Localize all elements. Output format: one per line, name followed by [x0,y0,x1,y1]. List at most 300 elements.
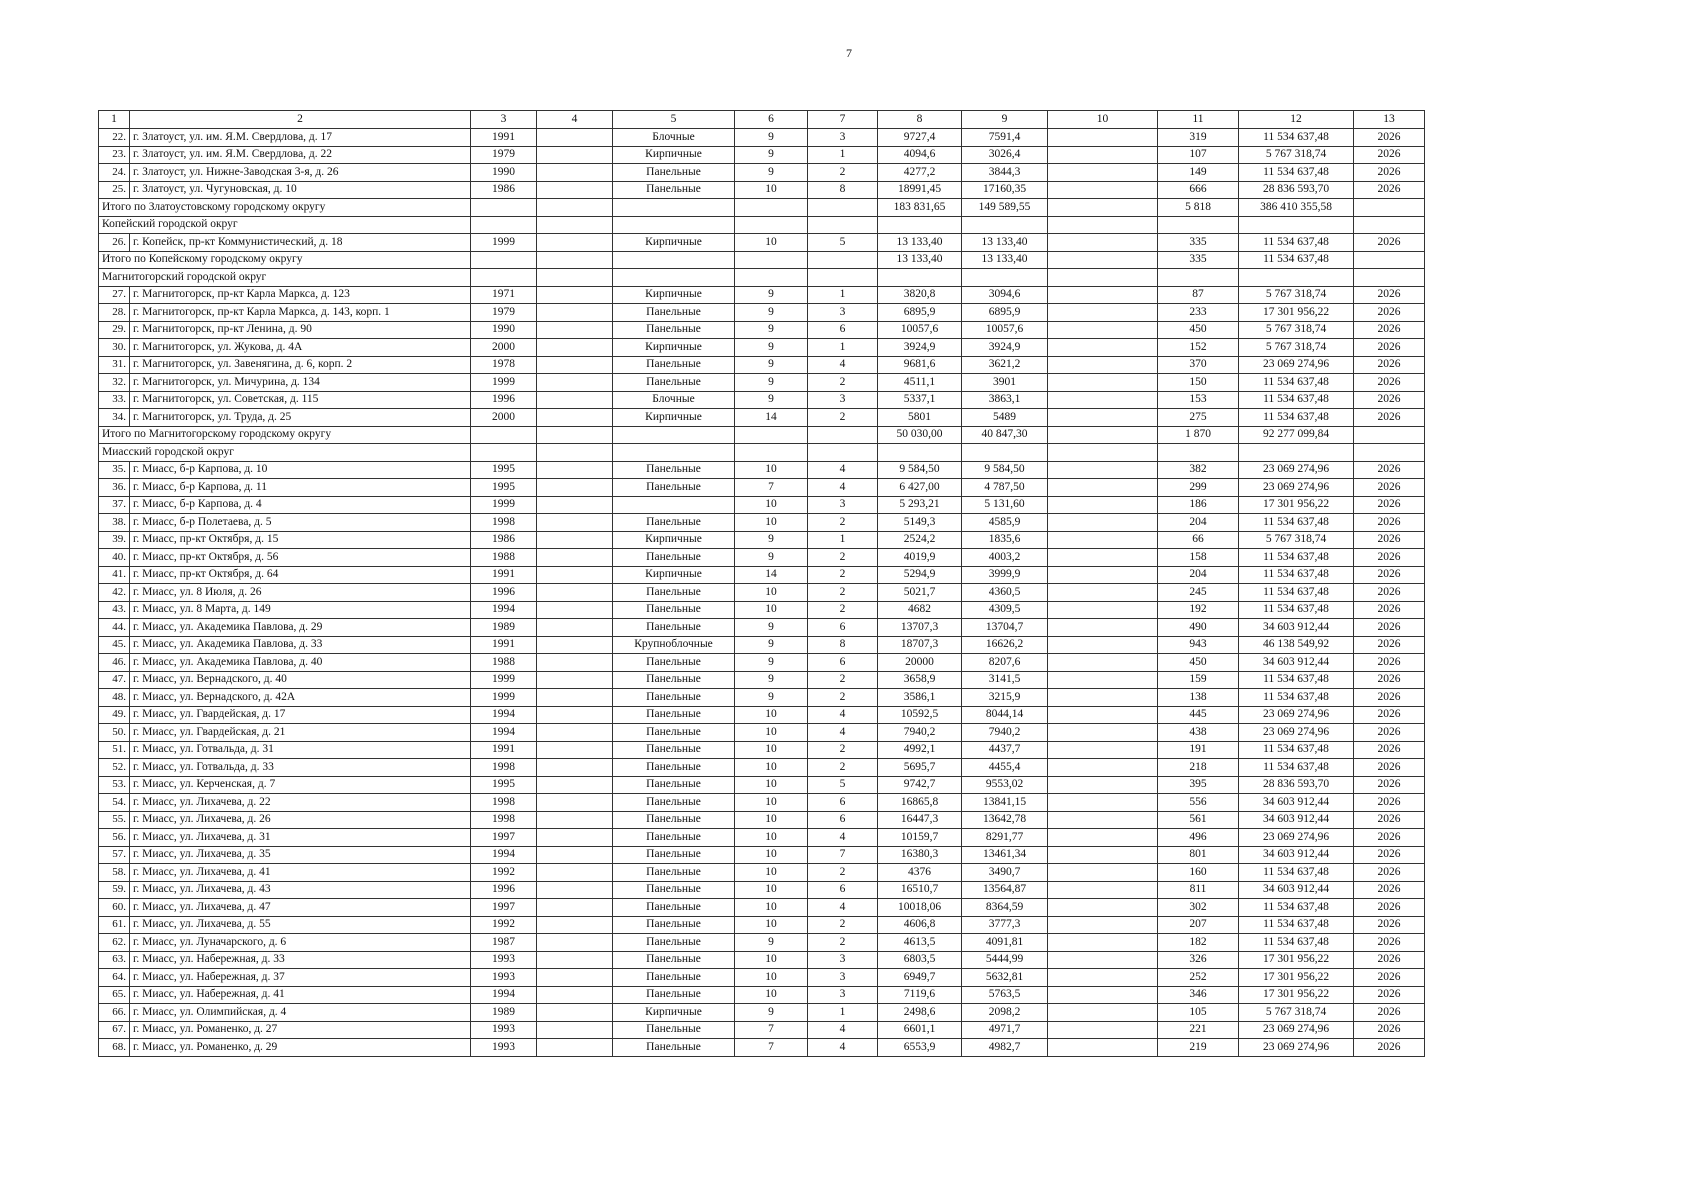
build-year-cell: 1998 [471,759,537,777]
row-number-cell: 37. [99,496,130,514]
row-number-cell: 23. [99,146,130,164]
column-number-header: 11 [1158,111,1239,129]
build-year-cell: 1991 [471,636,537,654]
empty-cell [1158,216,1239,234]
residents-cell: 105 [1158,1004,1239,1022]
cost-cell: 11 534 637,48 [1239,251,1354,269]
total-area-cell: 3658,9 [878,671,962,689]
floors-cell: 10 [735,881,808,899]
table-row [99,234,1425,252]
address-cell: г. Миасс, ул. Академика Павлова, д. 33 [130,636,471,654]
total-area-cell: 9681,6 [878,356,962,374]
column-4-cell [537,479,613,497]
entrances-cell: 8 [808,636,878,654]
entrances-cell: 3 [808,391,878,409]
residents-cell: 192 [1158,601,1239,619]
address-cell: г. Магнитогорск, пр-кт Карла Маркса, д. 123 [130,286,471,304]
empty-cell [808,269,878,287]
wall-material-cell: Панельные [613,741,735,759]
district-header-row [99,269,1425,287]
wall-material-cell: Панельные [613,671,735,689]
total-area-cell: 16510,7 [878,881,962,899]
address-cell: г. Миасс, ул. Набережная, д. 33 [130,951,471,969]
column-10-cell [1048,636,1158,654]
address-cell: г. Миасс, ул. Луначарского, д. 6 [130,934,471,952]
entrances-cell: 4 [808,899,878,917]
build-year-cell: 1994 [471,986,537,1004]
address-cell: г. Копейск, пр-кт Коммунистический, д. 18 [130,234,471,252]
row-number-cell: 67. [99,1021,130,1039]
total-area-cell: 10057,6 [878,321,962,339]
living-area-cell: 3621,2 [962,356,1048,374]
total-area-cell: 3586,1 [878,689,962,707]
column-10-cell [1048,1021,1158,1039]
total-area-cell: 4019,9 [878,549,962,567]
living-area-cell: 4309,5 [962,601,1048,619]
empty-cell [1048,251,1158,269]
column-10-cell [1048,986,1158,1004]
total-area-cell: 9 584,50 [878,461,962,479]
empty-cell [878,269,962,287]
build-year-cell: 1999 [471,374,537,392]
empty-cell [808,426,878,444]
entrances-cell: 2 [808,741,878,759]
wall-material-cell: Панельные [613,181,735,199]
build-year-cell: 1979 [471,146,537,164]
residents-cell: 160 [1158,864,1239,882]
cost-cell: 11 534 637,48 [1239,164,1354,182]
row-number-cell: 39. [99,531,130,549]
empty-cell [537,216,613,234]
address-cell: г. Миасс, пр-кт Октября, д. 64 [130,566,471,584]
table-row [99,391,1425,409]
empty-cell [613,199,735,217]
plan-year-cell: 2026 [1354,321,1425,339]
column-4-cell [537,916,613,934]
build-year-cell: 2000 [471,339,537,357]
wall-material-cell: Панельные [613,479,735,497]
row-number-cell: 66. [99,1004,130,1022]
build-year-cell: 1998 [471,811,537,829]
total-area-cell: 16447,3 [878,811,962,829]
table-row [99,356,1425,374]
cost-cell: 5 767 318,74 [1239,146,1354,164]
empty-cell [878,216,962,234]
build-year-cell: 1989 [471,1004,537,1022]
table-row [99,321,1425,339]
build-year-cell: 1995 [471,479,537,497]
address-cell: г. Миасс, ул. 8 Марта, д. 149 [130,601,471,619]
total-area-cell: 10159,7 [878,829,962,847]
column-number-header: 2 [130,111,471,129]
column-4-cell [537,566,613,584]
floors-cell: 10 [735,741,808,759]
build-year-cell: 2000 [471,409,537,427]
column-4-cell [537,759,613,777]
build-year-cell: 1997 [471,899,537,917]
living-area-cell: 4455,4 [962,759,1048,777]
plan-year-cell: 2026 [1354,461,1425,479]
plan-year-cell: 2026 [1354,339,1425,357]
row-number-cell: 35. [99,461,130,479]
address-cell: г. Миасс, ул. Вернадского, д. 42А [130,689,471,707]
row-number-cell: 55. [99,811,130,829]
build-year-cell: 1992 [471,864,537,882]
total-area-cell: 4682 [878,601,962,619]
build-year-cell: 1993 [471,951,537,969]
address-cell: г. Златоуст, ул. им. Я.М. Свердлова, д. 17 [130,129,471,147]
build-year-cell: 1995 [471,461,537,479]
cost-cell: 11 534 637,48 [1239,671,1354,689]
build-year-cell: 1990 [471,321,537,339]
cost-cell: 92 277 099,84 [1239,426,1354,444]
residents-cell: 5 818 [1158,199,1239,217]
build-year-cell: 1978 [471,356,537,374]
row-number-cell: 61. [99,916,130,934]
row-number-cell: 56. [99,829,130,847]
entrances-cell: 3 [808,496,878,514]
district-total-label: Итого по Златоустовскому городскому округу [99,199,471,217]
empty-cell [1354,216,1425,234]
row-number-cell: 49. [99,706,130,724]
floors-cell: 10 [735,916,808,934]
empty-cell [537,426,613,444]
total-area-cell: 4511,1 [878,374,962,392]
column-4-cell [537,514,613,532]
table-row [99,1004,1425,1022]
wall-material-cell: Панельные [613,461,735,479]
build-year-cell: 1999 [471,234,537,252]
column-4-cell [537,671,613,689]
residents-cell: 207 [1158,916,1239,934]
row-number-cell: 63. [99,951,130,969]
total-area-cell: 18991,45 [878,181,962,199]
total-area-cell: 6553,9 [878,1039,962,1057]
build-year-cell: 1986 [471,531,537,549]
living-area-cell: 3094,6 [962,286,1048,304]
empty-cell [1048,269,1158,287]
column-4-cell [537,864,613,882]
address-cell: г. Миасс, б-р Карпова, д. 4 [130,496,471,514]
total-area-cell: 10018,06 [878,899,962,917]
column-4-cell [537,374,613,392]
residents-cell: 445 [1158,706,1239,724]
column-10-cell [1048,1039,1158,1057]
plan-year-cell: 2026 [1354,951,1425,969]
entrances-cell: 5 [808,776,878,794]
column-4-cell [537,531,613,549]
residents-cell: 182 [1158,934,1239,952]
living-area-cell: 40 847,30 [962,426,1048,444]
wall-material-cell: Панельные [613,601,735,619]
entrances-cell: 2 [808,934,878,952]
table-row [99,601,1425,619]
cost-cell: 23 069 274,96 [1239,1039,1354,1057]
column-10-cell [1048,689,1158,707]
table-row [99,304,1425,322]
district-name: Миасский городской округ [99,444,471,462]
address-cell: г. Миасс, ул. Лихачева, д. 22 [130,794,471,812]
column-10-cell [1048,654,1158,672]
address-cell: г. Миасс, ул. Готвальда, д. 31 [130,741,471,759]
build-year-cell: 1989 [471,619,537,637]
residents-cell: 1 870 [1158,426,1239,444]
wall-material-cell: Панельные [613,706,735,724]
wall-material-cell: Панельные [613,794,735,812]
column-10-cell [1048,129,1158,147]
address-cell: г. Миасс, ул. Олимпийская, д. 4 [130,1004,471,1022]
address-cell: г. Миасс, ул. Лихачева, д. 41 [130,864,471,882]
floors-cell: 10 [735,496,808,514]
row-number-cell: 34. [99,409,130,427]
column-4-cell [537,969,613,987]
floors-cell: 10 [735,181,808,199]
address-cell: г. Миасс, ул. Романенко, д. 29 [130,1039,471,1057]
address-cell: г. Миасс, ул. Романенко, д. 27 [130,1021,471,1039]
build-year-cell: 1994 [471,724,537,742]
living-area-cell: 16626,2 [962,636,1048,654]
residents-cell: 326 [1158,951,1239,969]
empty-cell [735,444,808,462]
column-10-cell [1048,531,1158,549]
page-number: 7 [846,46,852,60]
table-row [99,584,1425,602]
column-4-cell [537,129,613,147]
entrances-cell: 4 [808,1039,878,1057]
living-area-cell: 3141,5 [962,671,1048,689]
address-cell: г. Миасс, ул. Гвардейская, д. 21 [130,724,471,742]
residents-cell: 666 [1158,181,1239,199]
table-body [99,111,1425,1057]
address-cell: г. Миасс, б-р Полетаева, д. 5 [130,514,471,532]
cost-cell: 5 767 318,74 [1239,286,1354,304]
row-number-cell: 60. [99,899,130,917]
address-cell: г. Магнитогорск, ул. Жукова, д. 4А [130,339,471,357]
address-cell: г. Миасс, ул. Гвардейская, д. 17 [130,706,471,724]
residents-cell: 159 [1158,671,1239,689]
cost-cell: 23 069 274,96 [1239,706,1354,724]
column-10-cell [1048,479,1158,497]
floors-cell: 10 [735,951,808,969]
entrances-cell: 6 [808,619,878,637]
empty-cell [808,251,878,269]
plan-year-cell: 2026 [1354,584,1425,602]
entrances-cell: 1 [808,339,878,357]
row-number-cell: 24. [99,164,130,182]
living-area-cell: 13564,87 [962,881,1048,899]
row-number-cell: 38. [99,514,130,532]
cost-cell: 11 534 637,48 [1239,584,1354,602]
plan-year-cell: 2026 [1354,811,1425,829]
empty-cell [735,426,808,444]
entrances-cell: 4 [808,461,878,479]
residents-cell: 496 [1158,829,1239,847]
plan-year-cell: 2026 [1354,146,1425,164]
entrances-cell: 1 [808,286,878,304]
living-area-cell: 13642,78 [962,811,1048,829]
entrances-cell: 7 [808,846,878,864]
column-4-cell [537,286,613,304]
column-10-cell [1048,584,1158,602]
total-area-cell: 7119,6 [878,986,962,1004]
column-number-header: 8 [878,111,962,129]
plan-year-cell: 2026 [1354,374,1425,392]
table-row [99,286,1425,304]
address-cell: г. Магнитогорск, ул. Мичурина, д. 134 [130,374,471,392]
residents-cell: 245 [1158,584,1239,602]
wall-material-cell: Панельные [613,951,735,969]
wall-material-cell: Панельные [613,1039,735,1057]
residents-cell: 158 [1158,549,1239,567]
plan-year-cell: 2026 [1354,671,1425,689]
build-year-cell: 1996 [471,881,537,899]
plan-year-cell: 2026 [1354,741,1425,759]
residents-cell: 395 [1158,776,1239,794]
cost-cell: 11 534 637,48 [1239,864,1354,882]
column-10-cell [1048,601,1158,619]
cost-cell: 17 301 956,22 [1239,951,1354,969]
floors-cell: 10 [735,706,808,724]
plan-year-cell: 2026 [1354,846,1425,864]
column-number-header: 12 [1239,111,1354,129]
total-area-cell: 6 427,00 [878,479,962,497]
plan-year-cell: 2026 [1354,514,1425,532]
residents-cell: 150 [1158,374,1239,392]
wall-material-cell: Кирпичные [613,531,735,549]
residents-cell: 302 [1158,899,1239,917]
residents-cell: 66 [1158,531,1239,549]
column-4-cell [537,654,613,672]
floors-cell: 9 [735,129,808,147]
residents-cell: 152 [1158,339,1239,357]
residents-cell: 233 [1158,304,1239,322]
empty-cell [735,269,808,287]
housing-registry-table [98,110,1425,1057]
cost-cell: 23 069 274,96 [1239,1021,1354,1039]
floors-cell: 9 [735,164,808,182]
column-10-cell [1048,724,1158,742]
plan-year-cell: 2026 [1354,479,1425,497]
total-area-cell: 13707,3 [878,619,962,637]
column-4-cell [537,321,613,339]
entrances-cell: 2 [808,374,878,392]
cost-cell: 34 603 912,44 [1239,654,1354,672]
living-area-cell: 5444,99 [962,951,1048,969]
district-name: Магнитогорский городской округ [99,269,471,287]
empty-cell [1354,444,1425,462]
empty-cell [962,444,1048,462]
floors-cell: 10 [735,899,808,917]
cost-cell: 11 534 637,48 [1239,234,1354,252]
table-row [99,1021,1425,1039]
address-cell: г. Миасс, ул. Лихачева, д. 31 [130,829,471,847]
floors-cell: 10 [735,986,808,1004]
plan-year-cell: 2026 [1354,164,1425,182]
row-number-cell: 27. [99,286,130,304]
column-4-cell [537,776,613,794]
wall-material-cell: Панельные [613,356,735,374]
living-area-cell: 149 589,55 [962,199,1048,217]
plan-year-cell: 2026 [1354,794,1425,812]
total-area-cell: 4992,1 [878,741,962,759]
total-area-cell: 4094,6 [878,146,962,164]
build-year-cell: 1990 [471,164,537,182]
row-number-cell: 48. [99,689,130,707]
table-row [99,181,1425,199]
living-area-cell: 4360,5 [962,584,1048,602]
floors-cell: 9 [735,689,808,707]
plan-year-cell: 2026 [1354,829,1425,847]
wall-material-cell: Кирпичные [613,146,735,164]
floors-cell: 10 [735,829,808,847]
entrances-cell: 2 [808,601,878,619]
address-cell: г. Златоуст, ул. Чугуновская, д. 10 [130,181,471,199]
entrances-cell: 2 [808,759,878,777]
total-area-cell: 5149,3 [878,514,962,532]
empty-cell [962,269,1048,287]
table-row [99,339,1425,357]
entrances-cell: 2 [808,549,878,567]
residents-cell: 218 [1158,759,1239,777]
wall-material-cell: Панельные [613,164,735,182]
table-row [99,776,1425,794]
living-area-cell: 3863,1 [962,391,1048,409]
total-area-cell: 2498,6 [878,1004,962,1022]
table-row [99,934,1425,952]
empty-cell [471,199,537,217]
column-4-cell [537,881,613,899]
row-number-cell: 33. [99,391,130,409]
cost-cell: 11 534 637,48 [1239,741,1354,759]
column-4-cell [537,391,613,409]
empty-cell [1158,444,1239,462]
living-area-cell: 8207,6 [962,654,1048,672]
table-row [99,689,1425,707]
column-10-cell [1048,566,1158,584]
floors-cell: 10 [735,864,808,882]
column-10-cell [1048,846,1158,864]
row-number-cell: 47. [99,671,130,689]
empty-cell [537,251,613,269]
total-area-cell: 5695,7 [878,759,962,777]
plan-year-cell: 2026 [1354,654,1425,672]
cost-cell: 34 603 912,44 [1239,811,1354,829]
wall-material-cell: Панельные [613,986,735,1004]
column-number-header: 3 [471,111,537,129]
address-cell: г. Миасс, ул. Академика Павлова, д. 40 [130,654,471,672]
entrances-cell: 4 [808,829,878,847]
living-area-cell: 9553,02 [962,776,1048,794]
floors-cell: 10 [735,759,808,777]
cost-cell: 17 301 956,22 [1239,304,1354,322]
table-row [99,671,1425,689]
build-year-cell: 1998 [471,794,537,812]
row-number-cell: 68. [99,1039,130,1057]
total-area-cell: 9742,7 [878,776,962,794]
floors-cell: 10 [735,794,808,812]
address-cell: г. Миасс, ул. Лихачева, д. 55 [130,916,471,934]
floors-cell: 9 [735,304,808,322]
floors-cell: 10 [735,776,808,794]
plan-year-cell: 2026 [1354,969,1425,987]
total-area-cell: 5801 [878,409,962,427]
living-area-cell: 13704,7 [962,619,1048,637]
residents-cell: 221 [1158,1021,1239,1039]
floors-cell: 10 [735,584,808,602]
district-header-row [99,216,1425,234]
cost-cell: 11 534 637,48 [1239,549,1354,567]
column-10-cell [1048,146,1158,164]
